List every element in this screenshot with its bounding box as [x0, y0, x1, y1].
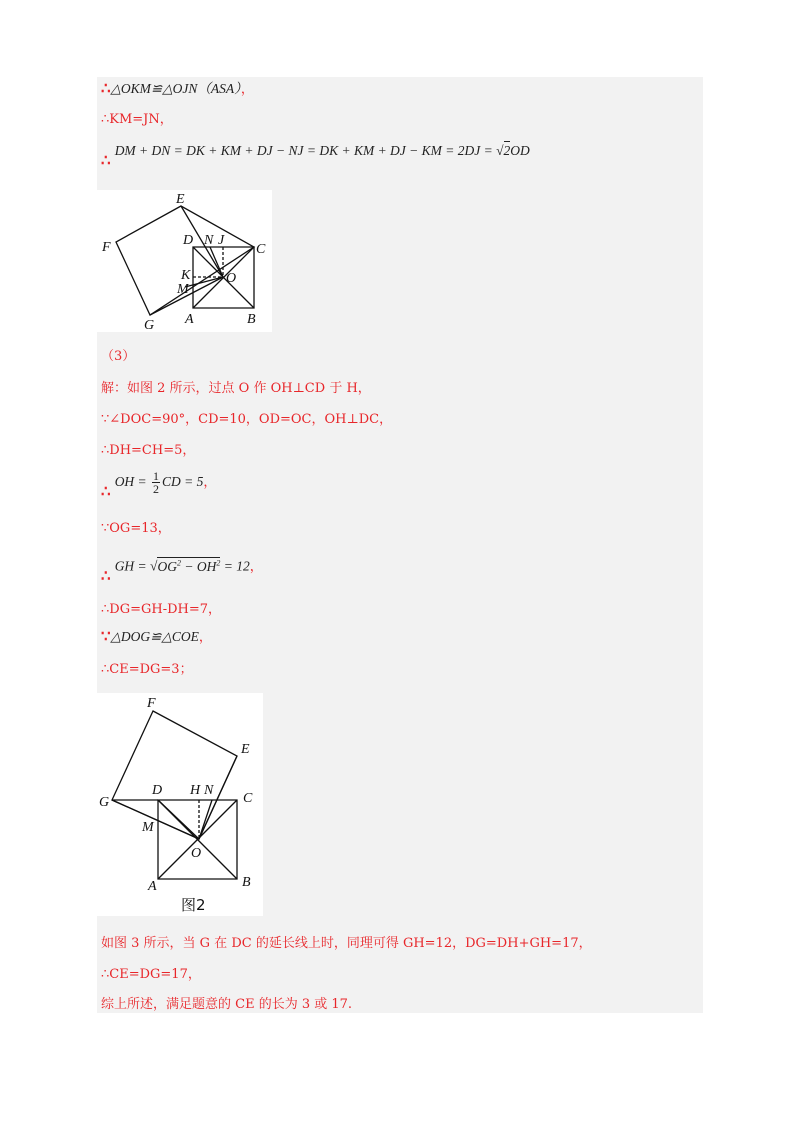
- fig1-label-g: G: [144, 318, 155, 332]
- fig2-label-m: M: [142, 820, 154, 835]
- fig2-label-a: A: [148, 879, 157, 894]
- fig2-label-e: E: [241, 742, 250, 757]
- fig1-label-f: F: [102, 240, 111, 255]
- figure-1-diagram: [97, 190, 272, 332]
- line-congruence-dog: ∵△DOG≌△COE，: [101, 627, 212, 645]
- line-ce-3: ∴CE=DG=3；: [101, 662, 193, 677]
- fig1-label-j: J: [218, 233, 225, 248]
- line-oh-equation: ∴ OH = $\frac{1}{2}$ CD = 5，: [101, 469, 217, 500]
- line-dm-dn-equation: ∴ DM + DN = DK + KM + DJ − NJ = DK + KM + DJ − KM = 2DJ = √2OD: [101, 143, 530, 169]
- figure-1: [97, 190, 272, 332]
- line-part-3: （3）: [101, 349, 136, 364]
- line-solution-intro: 解：如图 2 所示，过点 O 作 OH⊥CD 于 H，: [101, 381, 371, 396]
- line-og: ∵OG=13，: [101, 521, 171, 536]
- line-conclusion: 综上所述，满足题意的 CE 的长为 3 或 17.: [101, 997, 353, 1012]
- line-ce-17: ∴CE=DG=17，: [101, 967, 201, 982]
- figure-2: [97, 693, 263, 916]
- fig2-label-n: N: [204, 783, 214, 798]
- fig2-label-g: G: [99, 795, 110, 810]
- line-given-conditions: ∵∠DOC=90°，CD=10，OD=OC，OH⊥DC，: [101, 412, 393, 427]
- line-gh-equation: ∴ GH = $√OG^2 - OH^2 = 12$，: [101, 558, 263, 585]
- fig1-label-d: D: [183, 233, 194, 248]
- line-dh-ch: ∴DH=CH=5，: [101, 443, 196, 458]
- line-dg: ∴DG=GH-DH=7，: [101, 602, 222, 617]
- fig1-label-m: M: [177, 282, 189, 297]
- figure-2-diagram: [97, 693, 263, 916]
- fig1-label-e: E: [176, 192, 185, 207]
- fig2-caption: 图2: [181, 896, 206, 914]
- fig2-label-f: F: [147, 696, 156, 711]
- fig2-label-h: H: [190, 783, 201, 798]
- fig2-label-o: O: [191, 846, 202, 861]
- line-km-jn: ∴KM=JN，: [101, 112, 173, 127]
- fig1-label-a: A: [185, 312, 194, 327]
- fig1-label-o: O: [226, 271, 237, 286]
- fig2-label-c: C: [243, 791, 253, 806]
- fig1-label-b: B: [247, 312, 256, 327]
- fig2-label-b: B: [242, 875, 251, 890]
- fig1-label-c: C: [256, 242, 266, 257]
- fig1-label-n: N: [204, 233, 214, 248]
- line-congruence-okm: ∴△OKM≌△OJN（ASA），: [101, 79, 254, 97]
- fig2-label-d: D: [152, 783, 163, 798]
- line-figure-3-case: 如图 3 所示，当 G 在 DC 的延长线上时，同理可得 GH=12，DG=DH+GH=17，: [101, 936, 592, 951]
- fig1-label-k: K: [181, 268, 191, 283]
